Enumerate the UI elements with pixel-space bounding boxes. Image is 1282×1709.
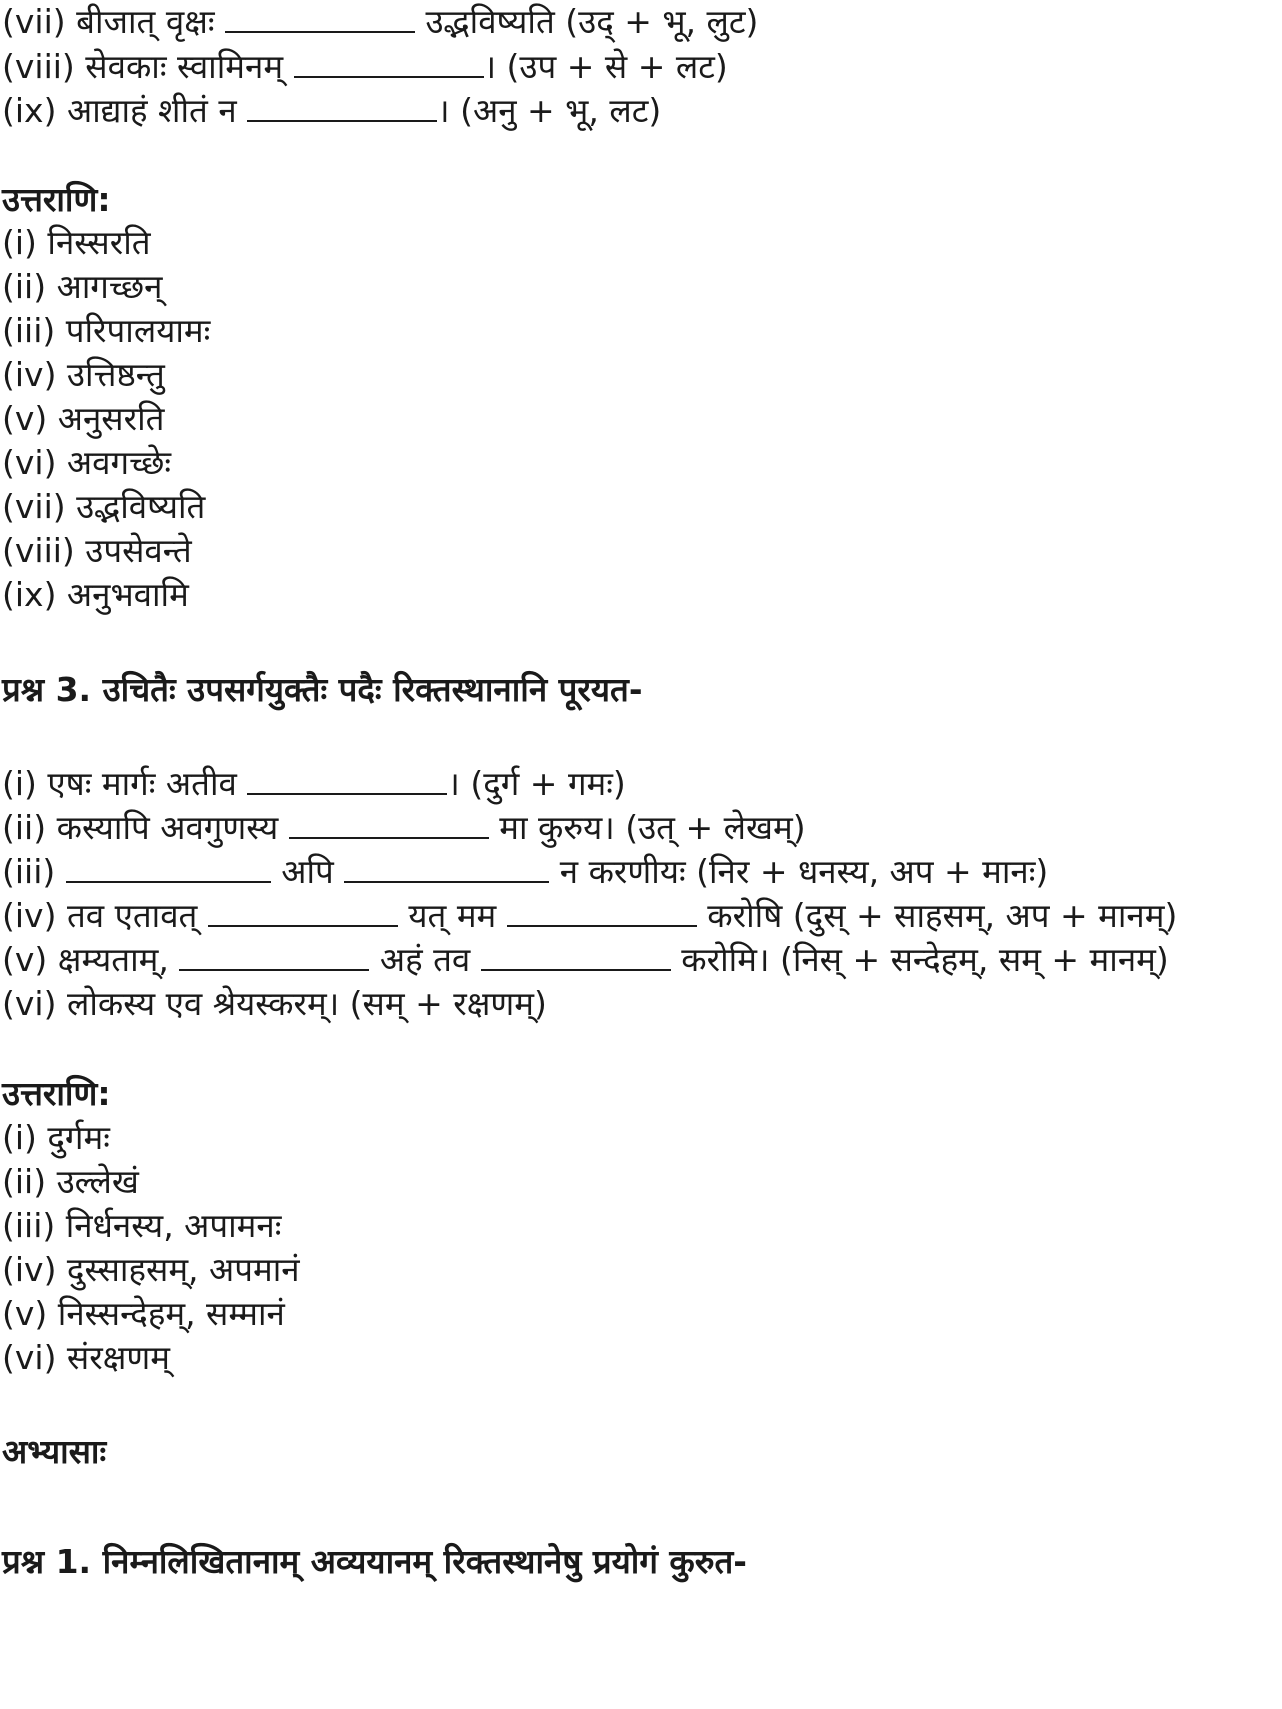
- answer-item: (iv) उत्तिष्ठन्तु: [2, 355, 165, 394]
- answer-item: (viii) उपसेवन्ते: [2, 531, 192, 570]
- exercise-line-ix: [2, 89, 661, 133]
- item-text: सेवकाः स्वामिनम्: [85, 47, 284, 86]
- item-text: कस्यापि अवगुणस्य: [56, 808, 279, 847]
- fill-blank: [289, 807, 489, 839]
- question-3-item-iv: [2, 894, 1177, 938]
- item-hint: । (दुर्ग + गमः): [447, 764, 626, 803]
- answer-item: (ii) आगच्छन्: [2, 267, 163, 306]
- exercise-line-viii: [2, 45, 728, 89]
- answer-item: (v) निस्सन्देहम्, सम्मानं: [2, 1294, 285, 1333]
- answer-item: (vi) संरक्षणम्: [2, 1338, 170, 1377]
- answer-item: (iii) निर्धनस्य, अपामनः: [2, 1206, 282, 1245]
- question-3-item-i: [2, 762, 626, 806]
- fill-blank: [481, 939, 671, 971]
- fill-blank: [208, 895, 398, 927]
- item-number: (iv): [2, 896, 57, 935]
- answer-item: (v) अनुसरति: [2, 399, 165, 438]
- item-number: (vii): [2, 2, 66, 41]
- item-number: (ii): [2, 808, 47, 847]
- item-hint: । (अनु + भू, लट): [437, 91, 662, 130]
- item-text: यत् मम: [408, 896, 497, 935]
- fill-blank: [344, 851, 549, 883]
- item-hint: करोमि। (निस् + सन्देहम्, सम् + मानम्): [681, 940, 1169, 979]
- fill-blank: [507, 895, 697, 927]
- item-text: क्षम्यताम्,: [57, 940, 169, 979]
- item-text: अहं तव: [379, 940, 471, 979]
- item-hint: न करणीयः (निर + धनस्य, अप + मानः): [559, 852, 1049, 891]
- question-3-item-vi: [2, 982, 547, 1026]
- item-hint: उद्भविष्यति (उद् + भू, लुट): [425, 2, 759, 41]
- item-number: (i): [2, 764, 37, 803]
- fill-blank: [66, 851, 271, 883]
- item-number: (ix): [2, 91, 57, 130]
- answer-item: (ii) उल्लेखं: [2, 1162, 139, 1201]
- item-text: आद्याहं शीतं न: [66, 91, 237, 130]
- answer-item: (vii) उद्भविष्यति: [2, 487, 206, 526]
- question-3-item-ii: [2, 806, 806, 850]
- item-number: (viii): [2, 47, 75, 86]
- item-hint: करोषि (दुस् + साहसम्, अप + मानम्): [707, 896, 1178, 935]
- item-text: लोकस्य एव श्रेयस्करम्। (सम् + रक्षणम्): [66, 984, 547, 1023]
- fill-blank: [247, 763, 447, 795]
- answer-item: (ix) अनुभवामि: [2, 575, 189, 614]
- answer-item: (iii) परिपालयामः: [2, 311, 211, 350]
- item-number: (v): [2, 940, 48, 979]
- item-text: बीजात् वृक्षः: [76, 2, 215, 41]
- fill-blank: [294, 46, 484, 78]
- answers-heading: उत्तराणि:: [2, 180, 111, 219]
- answers-heading: उत्तराणि:: [2, 1074, 111, 1113]
- answer-item: (vi) अवगच्छेः: [2, 443, 172, 482]
- question-3-item-iii: [2, 850, 1048, 894]
- item-hint: मा कुरुय। (उत् + लेखम्): [499, 808, 806, 847]
- item-number: (iii): [2, 852, 56, 891]
- practice-heading: अभ्यासाः: [2, 1432, 107, 1471]
- fill-blank: [225, 1, 415, 33]
- item-number: (vi): [2, 984, 57, 1023]
- question-3-heading: प्रश्न 3. उचितैः उपसर्गयुक्तैः पदैः रिक्तस्थानानि पूरयत-: [2, 670, 643, 709]
- answer-item: (i) दुर्गमः: [2, 1118, 110, 1157]
- item-text: अपि: [281, 852, 334, 891]
- item-text: तव एतावत्: [66, 896, 198, 935]
- answer-item: (iv) दुस्साहसम्, अपमानं: [2, 1250, 300, 1289]
- fill-blank: [179, 939, 369, 971]
- answer-item: (i) निस्सरति: [2, 223, 151, 262]
- fill-blank: [247, 90, 437, 122]
- item-text: एषः मार्गः अतीव: [47, 764, 237, 803]
- exercise-line-vii: [2, 0, 758, 44]
- question-3-item-v: [2, 938, 1169, 982]
- question-1-heading: प्रश्न 1. निम्नलिखितानाम् अव्ययानम् रिक्तस्थानेषु प्रयोगं कुरुत-: [2, 1542, 747, 1581]
- item-hint: । (उप + से + लट): [483, 47, 728, 86]
